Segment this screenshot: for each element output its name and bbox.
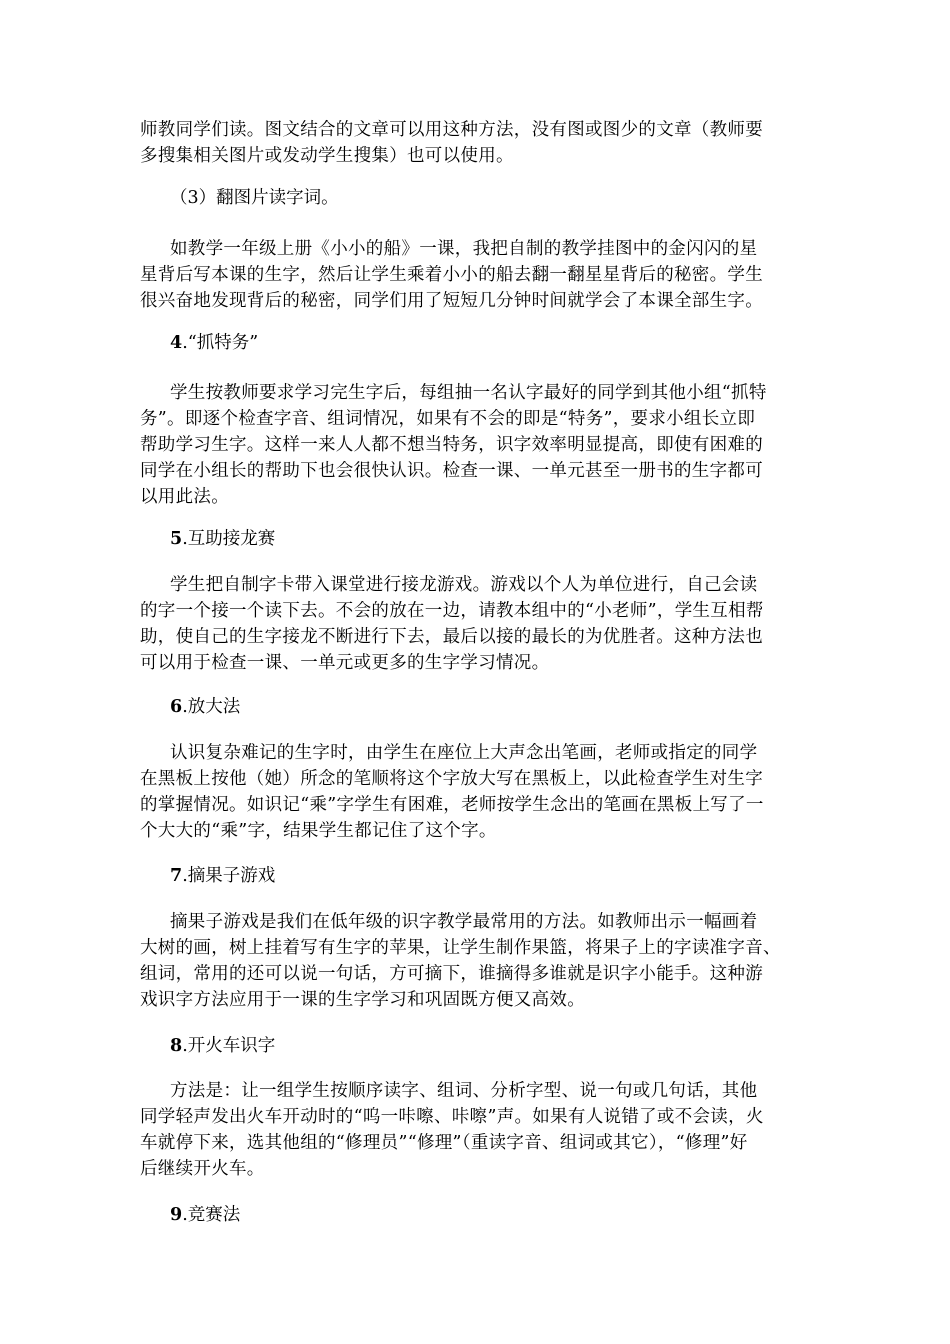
section-heading-4 (170, 330, 258, 356)
section-heading-6 (170, 694, 240, 720)
paragraph-intro (140, 117, 812, 169)
section-number: 6 (170, 697, 183, 717)
text-line: 如教学一年级上册《小小的船》一课，我把自制的教学挂图中的金闪闪的星 (170, 239, 758, 259)
section-title: .放大法 (182, 697, 241, 717)
section-title: .互助接龙赛 (182, 529, 276, 549)
text-line: 以用此法。 (140, 487, 229, 507)
section-heading-7 (170, 863, 275, 889)
paragraph-7 (140, 909, 812, 1013)
text-line: 的字一个接一个读下去。不会的放在一边，请教本组中的“小老师”，学生互相帮 (140, 601, 764, 621)
text-line: 车就停下来，选其他组的“修理员”“修理”（重读字音、组词或其它），“修理”好 (140, 1133, 748, 1153)
text-line: 学生按教师要求学习完生字后，每组抽一名认字最好的同学到其他小组“抓特 (170, 383, 767, 403)
text-line: 后继续开火车。 (140, 1159, 265, 1179)
text-line: 可以用于检查一课、一单元或更多的生字学习情况。 (140, 653, 550, 673)
section-number: 8 (170, 1036, 183, 1056)
text-line: 星背后写本课的生字，然后让学生乘着小小的船去翻一翻星星背后的秘密。学生 (140, 265, 763, 285)
text-line: 师教同学们读。图文结合的文章可以用这种方法，没有图或图少的文章（教师要 (140, 120, 763, 140)
subheading-text: （3）翻图片读字词。 (170, 188, 339, 208)
section-number: 7 (170, 866, 183, 886)
section-heading-9 (170, 1202, 240, 1228)
section-number: 5 (170, 529, 183, 549)
text-line: 务”。即逐个检查字音、组词情况，如果有不会的即是“特务”，要求小组长立即 (140, 409, 756, 429)
text-line: 同学在小组长的帮助下也会很快认识。检查一课、一单元甚至一册书的生字都可 (140, 461, 763, 481)
text-line: 大树的画，树上挂着写有生字的苹果，让学生制作果篮，将果子上的字读准字音、 (140, 938, 781, 958)
text-line: 助，使自己的生字接龙不断进行下去，最后以接的最长的为优胜者。这种方法也 (140, 627, 763, 647)
section-number: 9 (170, 1205, 183, 1225)
paragraph-8 (140, 1078, 812, 1182)
section-heading-5 (170, 526, 275, 552)
section-heading-8 (170, 1033, 275, 1059)
paragraph-3 (140, 236, 812, 314)
section-title: .竞赛法 (182, 1205, 241, 1225)
text-line: 同学轻声发出火车开动时的“呜一咔嚓、咔嚓”声。如果有人说错了或不会读，火 (140, 1107, 764, 1127)
text-line: 方法是：让一组学生按顺序读字、组词、分析字型、说一句或几句话，其他 (170, 1081, 758, 1101)
section-title: .摘果子游戏 (182, 866, 276, 886)
text-line: 在黑板上按他（她）所念的笔顺将这个字放大写在黑板上，以此检查学生对生字 (140, 769, 763, 789)
text-line: 个大大的“乘”字，结果学生都记住了这个字。 (140, 821, 497, 841)
text-line: 的掌握情况。如识记“乘”字学生有困难，老师按学生念出的笔画在黑板上写了一 (140, 795, 764, 815)
paragraph-6 (140, 740, 812, 844)
section-number: 4 (170, 333, 183, 353)
text-line: 帮助学习生字。这样一来人人都不想当特务，识字效率明显提高，即使有困难的 (140, 435, 763, 455)
paragraph-5 (140, 572, 812, 676)
subheading-3 (170, 185, 339, 211)
text-line: 很兴奋地发现背后的秘密，同学们用了短短几分钟时间就学会了本课全部生字。 (140, 291, 763, 311)
text-line: 学生把自制字卡带入课堂进行接龙游戏。游戏以个人为单位进行，自己会读 (170, 575, 758, 595)
text-line: 认识复杂难记的生字时，由学生在座位上大声念出笔画，老师或指定的同学 (170, 743, 758, 763)
text-line: 摘果子游戏是我们在低年级的识字教学最常用的方法。如教师出示一幅画着 (170, 912, 758, 932)
section-title: .开火车识字 (182, 1036, 276, 1056)
paragraph-4 (140, 380, 812, 510)
section-title: .“抓特务” (182, 333, 259, 353)
text-line: 多搜集相关图片或发动学生搜集）也可以使用。 (140, 146, 514, 166)
text-line: 组词，常用的还可以说一句话，方可摘下，谁摘得多谁就是识字小能手。这种游 (140, 964, 763, 984)
text-line: 戏识字方法应用于一课的生字学习和巩固既方便又高效。 (140, 990, 585, 1010)
